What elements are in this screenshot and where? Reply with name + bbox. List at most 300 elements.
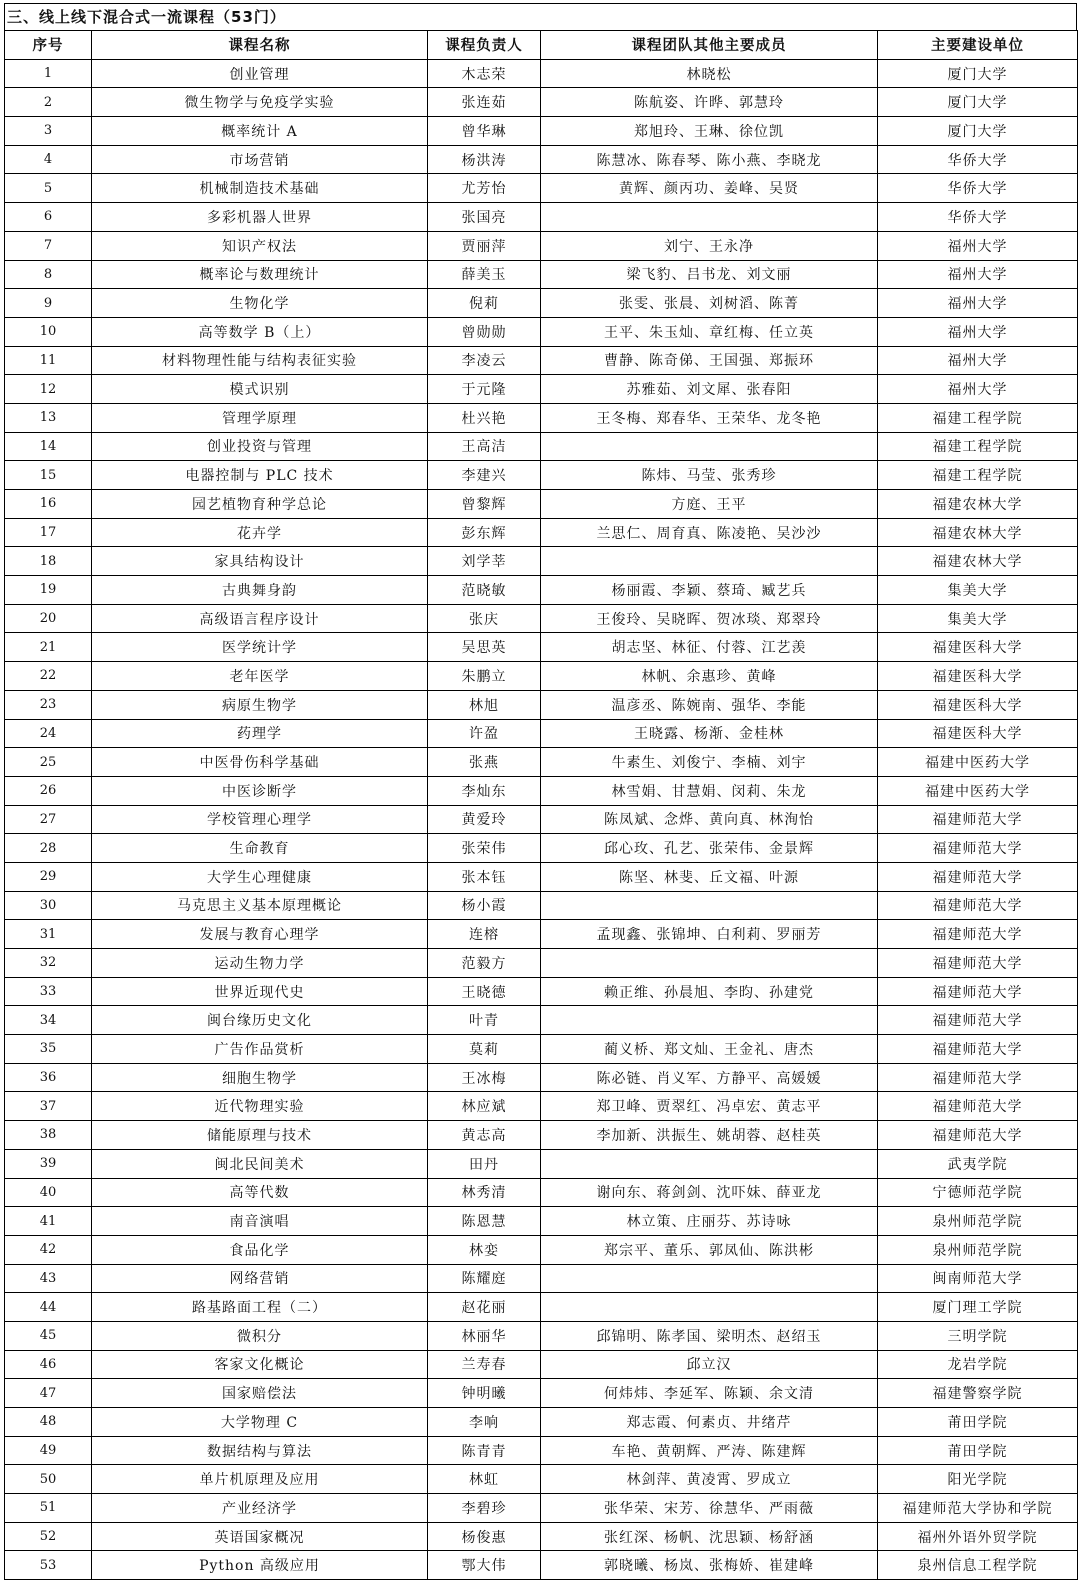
cell-institution: 福建师范大学 <box>878 862 1078 891</box>
cell-institution: 福建中医药大学 <box>878 748 1078 777</box>
cell-team-members: 胡志坚、林征、付蓉、江艺羡 <box>541 633 878 662</box>
cell-index: 33 <box>5 977 92 1006</box>
table-row <box>5 1092 1078 1121</box>
cell-index: 37 <box>5 1092 92 1121</box>
cell-index: 36 <box>5 1063 92 1092</box>
cell-index: 18 <box>5 547 92 576</box>
cell-course-name: 高级语言程序设计 <box>92 604 428 633</box>
cell-institution: 三明学院 <box>878 1321 1078 1350</box>
cell-institution: 福建工程学院 <box>878 461 1078 490</box>
cell-course-name: 高等数学 B（上） <box>92 317 428 346</box>
cell-team-members: 林晓松 <box>541 59 878 88</box>
cell-index: 10 <box>5 317 92 346</box>
cell-index: 26 <box>5 776 92 805</box>
cell-course-lead: 张燕 <box>428 748 541 777</box>
cell-course-name: 国家赔偿法 <box>92 1379 428 1408</box>
cell-index: 34 <box>5 1006 92 1035</box>
cell-institution: 福建警察学院 <box>878 1379 1078 1408</box>
cell-index: 50 <box>5 1465 92 1494</box>
cell-course-lead: 范毅方 <box>428 949 541 978</box>
cell-course-name: 闽台缘历史文化 <box>92 1006 428 1035</box>
cell-course-name: 机械制造技术基础 <box>92 174 428 203</box>
cell-course-name: 数据结构与算法 <box>92 1436 428 1465</box>
cell-index: 8 <box>5 260 92 289</box>
cell-index: 42 <box>5 1235 92 1264</box>
cell-course-name: Python 高级应用 <box>92 1551 428 1580</box>
cell-course-lead: 陈青青 <box>428 1436 541 1465</box>
cell-team-members: 曹静、陈奇俤、王国强、郑振环 <box>541 346 878 375</box>
cell-index: 1 <box>5 59 92 88</box>
cell-institution: 福建医科大学 <box>878 662 1078 691</box>
table-row <box>5 203 1078 232</box>
cell-course-name: 园艺植物育种学总论 <box>92 490 428 519</box>
cell-index: 11 <box>5 346 92 375</box>
cell-institution: 福建农林大学 <box>878 518 1078 547</box>
cell-course-name: 生命教育 <box>92 834 428 863</box>
cell-institution: 武夷学院 <box>878 1149 1078 1178</box>
cell-course-name: 产业经济学 <box>92 1494 428 1523</box>
cell-course-lead: 林旭 <box>428 690 541 719</box>
table-row <box>5 547 1078 576</box>
cell-team-members: 梁飞豹、吕书龙、刘文丽 <box>541 260 878 289</box>
cell-course-name: 单片机原理及应用 <box>92 1465 428 1494</box>
cell-index: 9 <box>5 289 92 318</box>
cell-course-name: 微积分 <box>92 1321 428 1350</box>
cell-index: 2 <box>5 88 92 117</box>
cell-index: 20 <box>5 604 92 633</box>
cell-team-members: 车艳、黄朝辉、严涛、陈建辉 <box>541 1436 878 1465</box>
table-row <box>5 1035 1078 1064</box>
table-row <box>5 633 1078 662</box>
cell-course-name: 花卉学 <box>92 518 428 547</box>
cell-index: 40 <box>5 1178 92 1207</box>
cell-index: 30 <box>5 891 92 920</box>
cell-team-members: 张红深、杨帆、沈思颖、杨舒涵 <box>541 1522 878 1551</box>
table-row <box>5 1321 1078 1350</box>
header-index: 序号 <box>5 31 92 60</box>
cell-institution: 厦门大学 <box>878 88 1078 117</box>
cell-course-lead: 曾勋勋 <box>428 317 541 346</box>
table-row <box>5 432 1078 461</box>
cell-course-lead: 钟明曦 <box>428 1379 541 1408</box>
cell-course-lead: 张本钰 <box>428 862 541 891</box>
table-row <box>5 375 1078 404</box>
cell-index: 38 <box>5 1121 92 1150</box>
cell-institution: 福建师范大学 <box>878 1121 1078 1150</box>
cell-team-members: 李加新、洪振生、姚胡蓉、赵桂英 <box>541 1121 878 1150</box>
table-row <box>5 690 1078 719</box>
cell-team-members: 王冬梅、郑春华、王荣华、龙冬艳 <box>541 403 878 432</box>
table-row <box>5 1063 1078 1092</box>
cell-course-name: 运动生物力学 <box>92 949 428 978</box>
table-row <box>5 1235 1078 1264</box>
cell-institution: 福建工程学院 <box>878 432 1078 461</box>
table-row <box>5 949 1078 978</box>
cell-course-lead: 陈耀庭 <box>428 1264 541 1293</box>
cell-course-name: 家具结构设计 <box>92 547 428 576</box>
cell-institution: 福建师范大学 <box>878 977 1078 1006</box>
table-row <box>5 518 1078 547</box>
cell-index: 27 <box>5 805 92 834</box>
table-row <box>5 461 1078 490</box>
cell-institution: 福州大学 <box>878 260 1078 289</box>
cell-team-members: 郑宗平、董乐、郭凤仙、陈洪彬 <box>541 1235 878 1264</box>
cell-course-name: 客家文化概论 <box>92 1350 428 1379</box>
cell-index: 12 <box>5 375 92 404</box>
table-row <box>5 117 1078 146</box>
cell-index: 41 <box>5 1207 92 1236</box>
cell-team-members: 陈坚、林斐、丘文福、叶源 <box>541 862 878 891</box>
table-row <box>5 88 1078 117</box>
cell-course-name: 广告作品赏析 <box>92 1035 428 1064</box>
cell-course-lead: 王晓德 <box>428 977 541 1006</box>
cell-team-members <box>541 203 878 232</box>
cell-team-members: 王平、朱玉灿、章红梅、任立英 <box>541 317 878 346</box>
section-title: 三、线上线下混合式一流课程（53门） <box>4 3 1077 30</box>
cell-index: 46 <box>5 1350 92 1379</box>
cell-course-name: 材料物理性能与结构表征实验 <box>92 346 428 375</box>
cell-institution: 福建师范大学 <box>878 834 1078 863</box>
cell-institution: 福建师范大学 <box>878 1092 1078 1121</box>
cell-institution: 莆田学院 <box>878 1436 1078 1465</box>
cell-index: 15 <box>5 461 92 490</box>
cell-course-lead: 林娈 <box>428 1235 541 1264</box>
cell-team-members: 牛素生、刘俊宁、李楠、刘宇 <box>541 748 878 777</box>
table-row <box>5 1494 1078 1523</box>
cell-index: 45 <box>5 1321 92 1350</box>
cell-index: 17 <box>5 518 92 547</box>
cell-course-lead: 曾黎辉 <box>428 490 541 519</box>
cell-course-name: 中医骨伤科学基础 <box>92 748 428 777</box>
cell-index: 23 <box>5 690 92 719</box>
cell-course-lead: 林丽华 <box>428 1321 541 1350</box>
cell-course-lead: 许盈 <box>428 719 541 748</box>
cell-institution: 福州大学 <box>878 375 1078 404</box>
cell-team-members: 刘宁、王永净 <box>541 231 878 260</box>
cell-index: 51 <box>5 1494 92 1523</box>
table-row <box>5 1551 1078 1580</box>
cell-institution: 龙岩学院 <box>878 1350 1078 1379</box>
cell-team-members <box>541 1293 878 1322</box>
cell-course-name: 学校管理心理学 <box>92 805 428 834</box>
cell-course-lead: 林虹 <box>428 1465 541 1494</box>
table-row <box>5 834 1078 863</box>
cell-institution: 福建工程学院 <box>878 403 1078 432</box>
table-row <box>5 1436 1078 1465</box>
cell-institution: 福建师范大学 <box>878 1035 1078 1064</box>
cell-index: 32 <box>5 949 92 978</box>
cell-index: 29 <box>5 862 92 891</box>
cell-course-lead: 张连茹 <box>428 88 541 117</box>
cell-course-lead: 林应斌 <box>428 1092 541 1121</box>
cell-institution: 厦门理工学院 <box>878 1293 1078 1322</box>
cell-course-name: 管理学原理 <box>92 403 428 432</box>
cell-course-lead: 李凌云 <box>428 346 541 375</box>
cell-index: 31 <box>5 920 92 949</box>
cell-course-lead: 薛美玉 <box>428 260 541 289</box>
table-row <box>5 662 1078 691</box>
cell-course-name: 网络营销 <box>92 1264 428 1293</box>
table-row <box>5 1350 1078 1379</box>
cell-team-members: 赖正维、孙晨旭、李昀、孙建党 <box>541 977 878 1006</box>
cell-index: 49 <box>5 1436 92 1465</box>
table-row <box>5 1006 1078 1035</box>
table-row <box>5 145 1078 174</box>
cell-course-lead: 于元隆 <box>428 375 541 404</box>
cell-institution: 福建医科大学 <box>878 690 1078 719</box>
cell-index: 4 <box>5 145 92 174</box>
cell-team-members: 王俊玲、吴晓晖、贺冰琰、郑翠玲 <box>541 604 878 633</box>
cell-index: 47 <box>5 1379 92 1408</box>
table-row <box>5 346 1078 375</box>
cell-course-lead: 王冰梅 <box>428 1063 541 1092</box>
cell-institution: 厦门大学 <box>878 117 1078 146</box>
cell-team-members: 林雪娟、甘慧娟、闵莉、朱龙 <box>541 776 878 805</box>
cell-index: 3 <box>5 117 92 146</box>
cell-course-name: 电器控制与 PLC 技术 <box>92 461 428 490</box>
cell-team-members: 黄辉、颜丙功、姜峰、吴贤 <box>541 174 878 203</box>
cell-course-lead: 杨俊惠 <box>428 1522 541 1551</box>
cell-course-name: 中医诊断学 <box>92 776 428 805</box>
cell-institution: 泉州信息工程学院 <box>878 1551 1078 1580</box>
table-row <box>5 260 1078 289</box>
cell-course-lead: 彭东辉 <box>428 518 541 547</box>
cell-course-lead: 刘学莘 <box>428 547 541 576</box>
cell-course-name: 创业管理 <box>92 59 428 88</box>
cell-course-name: 细胞生物学 <box>92 1063 428 1092</box>
cell-team-members: 陈炜、马莹、张秀珍 <box>541 461 878 490</box>
cell-institution: 华侨大学 <box>878 174 1078 203</box>
cell-team-members <box>541 547 878 576</box>
cell-team-members <box>541 891 878 920</box>
cell-team-members <box>541 432 878 461</box>
cell-course-name: 路基路面工程（二） <box>92 1293 428 1322</box>
cell-team-members: 邱立汉 <box>541 1350 878 1379</box>
cell-course-name: 创业投资与管理 <box>92 432 428 461</box>
cell-team-members: 陈航姿、许晔、郭慧玲 <box>541 88 878 117</box>
cell-course-name: 古典舞身韵 <box>92 576 428 605</box>
cell-index: 24 <box>5 719 92 748</box>
header-course-lead: 课程负责人 <box>428 31 541 60</box>
cell-course-name: 概率统计 A <box>92 117 428 146</box>
cell-index: 22 <box>5 662 92 691</box>
cell-team-members: 林剑萍、黄凌霄、罗成立 <box>541 1465 878 1494</box>
cell-course-lead: 吴思英 <box>428 633 541 662</box>
cell-team-members: 苏雅茹、刘文犀、张春阳 <box>541 375 878 404</box>
cell-institution: 福建师范大学 <box>878 1006 1078 1035</box>
cell-team-members: 陈必链、肖义军、方静平、高媛媛 <box>541 1063 878 1092</box>
cell-team-members <box>541 1264 878 1293</box>
cell-course-lead: 杨小霞 <box>428 891 541 920</box>
cell-course-lead: 黄爱玲 <box>428 805 541 834</box>
cell-course-lead: 曾华琳 <box>428 117 541 146</box>
table-header-row <box>5 31 1078 60</box>
cell-institution: 福建师范大学 <box>878 1063 1078 1092</box>
cell-institution: 华侨大学 <box>878 145 1078 174</box>
cell-institution: 宁德师范学院 <box>878 1178 1078 1207</box>
cell-team-members: 方庭、王平 <box>541 490 878 519</box>
cell-course-name: 老年医学 <box>92 662 428 691</box>
cell-institution: 福建医科大学 <box>878 719 1078 748</box>
cell-course-lead: 兰寿春 <box>428 1350 541 1379</box>
cell-index: 35 <box>5 1035 92 1064</box>
cell-course-name: 模式识别 <box>92 375 428 404</box>
table-row <box>5 1178 1078 1207</box>
table-row <box>5 604 1078 633</box>
cell-team-members: 林帆、余惠珍、黄峰 <box>541 662 878 691</box>
table-row <box>5 1293 1078 1322</box>
cell-course-lead: 黄志高 <box>428 1121 541 1150</box>
table-row <box>5 1264 1078 1293</box>
cell-team-members: 郑卫峰、贾翠红、冯卓宏、黄志平 <box>541 1092 878 1121</box>
table-row <box>5 920 1078 949</box>
cell-course-lead: 林秀清 <box>428 1178 541 1207</box>
cell-course-name: 医学统计学 <box>92 633 428 662</box>
cell-course-name: 发展与教育心理学 <box>92 920 428 949</box>
cell-course-lead: 张庆 <box>428 604 541 633</box>
cell-course-lead: 杜兴艳 <box>428 403 541 432</box>
cell-institution: 厦门大学 <box>878 59 1078 88</box>
cell-institution: 福建中医药大学 <box>878 776 1078 805</box>
cell-index: 28 <box>5 834 92 863</box>
table-row <box>5 748 1078 777</box>
cell-index: 5 <box>5 174 92 203</box>
cell-institution: 阳光学院 <box>878 1465 1078 1494</box>
cell-team-members: 温彦丞、陈婉南、强华、李能 <box>541 690 878 719</box>
cell-index: 16 <box>5 490 92 519</box>
cell-course-lead: 贾丽萍 <box>428 231 541 260</box>
cell-course-lead: 倪莉 <box>428 289 541 318</box>
cell-course-lead: 王高洁 <box>428 432 541 461</box>
cell-course-name: 世界近现代史 <box>92 977 428 1006</box>
cell-team-members: 杨丽霞、李颖、蔡琦、臧艺兵 <box>541 576 878 605</box>
cell-course-name: 闽北民间美术 <box>92 1149 428 1178</box>
table-row <box>5 862 1078 891</box>
cell-course-lead: 杨洪涛 <box>428 145 541 174</box>
cell-team-members: 谢向东、蒋剑剑、沈吓妹、薛亚龙 <box>541 1178 878 1207</box>
cell-course-lead: 尤芳怡 <box>428 174 541 203</box>
cell-team-members: 郭晓曦、杨岚、张梅娇、崔建峰 <box>541 1551 878 1580</box>
cell-index: 19 <box>5 576 92 605</box>
header-course-name: 课程名称 <box>92 31 428 60</box>
cell-institution: 华侨大学 <box>878 203 1078 232</box>
cell-course-lead: 田丹 <box>428 1149 541 1178</box>
cell-team-members <box>541 1149 878 1178</box>
cell-course-name: 英语国家概况 <box>92 1522 428 1551</box>
table-row <box>5 1207 1078 1236</box>
cell-course-lead: 张荣伟 <box>428 834 541 863</box>
table-row <box>5 576 1078 605</box>
table-row <box>5 1522 1078 1551</box>
cell-course-name: 高等代数 <box>92 1178 428 1207</box>
cell-course-lead: 鄂大伟 <box>428 1551 541 1580</box>
table-row <box>5 490 1078 519</box>
table-row <box>5 805 1078 834</box>
table-row <box>5 719 1078 748</box>
cell-course-name: 储能原理与技术 <box>92 1121 428 1150</box>
cell-course-lead: 范晓敏 <box>428 576 541 605</box>
cell-team-members: 郑旭玲、王琳、徐位凯 <box>541 117 878 146</box>
cell-course-lead: 陈恩慧 <box>428 1207 541 1236</box>
cell-team-members: 林立策、庄丽芬、苏诗咏 <box>541 1207 878 1236</box>
cell-index: 6 <box>5 203 92 232</box>
cell-course-name: 概率论与数理统计 <box>92 260 428 289</box>
table-row <box>5 1121 1078 1150</box>
header-institution: 主要建设单位 <box>878 31 1078 60</box>
cell-institution: 福建医科大学 <box>878 633 1078 662</box>
table-row <box>5 891 1078 920</box>
cell-index: 7 <box>5 231 92 260</box>
cell-course-name: 知识产权法 <box>92 231 428 260</box>
cell-team-members: 何炜炜、李延军、陈颖、余文清 <box>541 1379 878 1408</box>
cell-index: 53 <box>5 1551 92 1580</box>
cell-institution: 福州大学 <box>878 231 1078 260</box>
cell-institution: 福建师范大学 <box>878 805 1078 834</box>
cell-institution: 福建农林大学 <box>878 547 1078 576</box>
cell-team-members: 蔺义桥、郑文灿、王金礼、唐杰 <box>541 1035 878 1064</box>
cell-course-name: 药理学 <box>92 719 428 748</box>
cell-course-name: 马克思主义基本原理概论 <box>92 891 428 920</box>
table-row <box>5 289 1078 318</box>
cell-course-lead: 李建兴 <box>428 461 541 490</box>
cell-course-lead: 李碧珍 <box>428 1494 541 1523</box>
cell-team-members <box>541 949 878 978</box>
cell-institution: 闽南师范大学 <box>878 1264 1078 1293</box>
cell-course-lead: 张国亮 <box>428 203 541 232</box>
cell-institution: 福建农林大学 <box>878 490 1078 519</box>
cell-index: 39 <box>5 1149 92 1178</box>
table-row <box>5 1379 1078 1408</box>
cell-course-name: 生物化学 <box>92 289 428 318</box>
cell-team-members: 孟现鑫、张锦坤、白利莉、罗丽芳 <box>541 920 878 949</box>
cell-institution: 莆田学院 <box>878 1408 1078 1437</box>
cell-course-name: 食品化学 <box>92 1235 428 1264</box>
cell-index: 52 <box>5 1522 92 1551</box>
cell-index: 14 <box>5 432 92 461</box>
document-page <box>4 3 1077 1580</box>
cell-institution: 福州大学 <box>878 289 1078 318</box>
cell-index: 43 <box>5 1264 92 1293</box>
cell-course-name: 大学生心理健康 <box>92 862 428 891</box>
table-row <box>5 1465 1078 1494</box>
cell-team-members: 陈凤斌、念烨、黄向真、林洵怡 <box>541 805 878 834</box>
cell-team-members: 邱心玫、孔艺、张荣伟、金景辉 <box>541 834 878 863</box>
table-row <box>5 1408 1078 1437</box>
cell-team-members: 邱锦明、陈孝国、梁明杰、赵绍玉 <box>541 1321 878 1350</box>
cell-index: 13 <box>5 403 92 432</box>
cell-course-lead: 赵花丽 <box>428 1293 541 1322</box>
cell-team-members: 陈慧冰、陈春琴、陈小燕、李晓龙 <box>541 145 878 174</box>
cell-institution: 福州大学 <box>878 317 1078 346</box>
cell-institution: 泉州师范学院 <box>878 1235 1078 1264</box>
cell-index: 44 <box>5 1293 92 1322</box>
cell-course-lead: 叶青 <box>428 1006 541 1035</box>
cell-institution: 福建师范大学 <box>878 891 1078 920</box>
table-row <box>5 231 1078 260</box>
cell-course-name: 病原生物学 <box>92 690 428 719</box>
cell-course-lead: 莫莉 <box>428 1035 541 1064</box>
cell-course-lead: 李响 <box>428 1408 541 1437</box>
cell-institution: 福建师范大学协和学院 <box>878 1494 1078 1523</box>
cell-course-name: 微生物学与免疫学实验 <box>92 88 428 117</box>
header-team-members: 课程团队其他主要成员 <box>541 31 878 60</box>
cell-course-lead: 木志荣 <box>428 59 541 88</box>
table-row <box>5 317 1078 346</box>
cell-institution: 泉州师范学院 <box>878 1207 1078 1236</box>
cell-team-members: 郑志霞、何素贞、井绪芹 <box>541 1408 878 1437</box>
table-row <box>5 174 1078 203</box>
cell-course-name: 市场营销 <box>92 145 428 174</box>
